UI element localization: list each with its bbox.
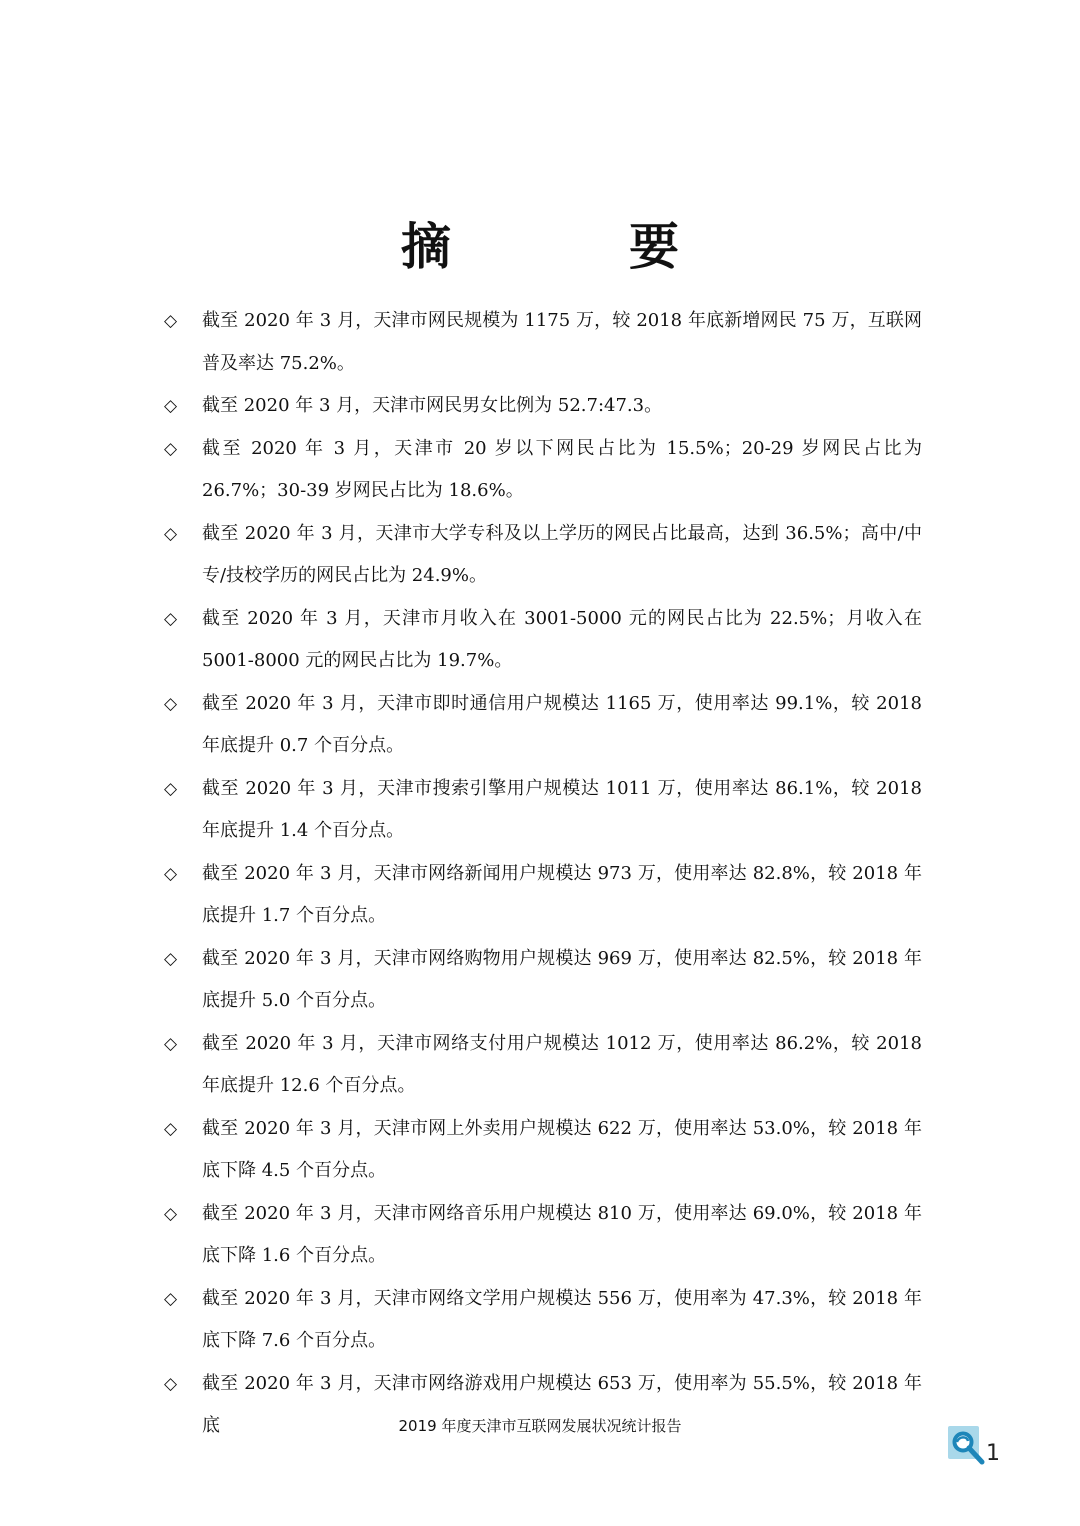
- summary-item: [162, 300, 922, 385]
- page-title: 摘 要: [401, 216, 743, 276]
- hollow-diamond-icon: ◇: [164, 778, 178, 799]
- magnifier-logo-icon: [947, 1425, 985, 1465]
- summary-item-text: 截至 2020 年 3 月，天津市网民规模为 1175 万，较 2018 年底新增网民 75 万，互联网普及率达 75.2%。: [202, 310, 922, 374]
- summary-item-text: 截至 2020 年 3 月，天津市 20 岁以下网民占比为 15.5%；20-29 岁网民占比为 26.7%；30-39 岁网民占比为 18.6%。: [202, 437, 922, 501]
- summary-item-text: 截至 2020 年 3 月，天津市搜索引擎用户规模达 1011 万，使用率达 86.1%，较 2018 年底提升 1.4 个百分点。: [202, 777, 922, 841]
- summary-item-text: 截至 2020 年 3 月，天津市网络购物用户规模达 969 万，使用率达 82.5%，较 2018 年底提升 5.0 个百分点。: [202, 947, 922, 1011]
- hollow-diamond-icon: ◇: [164, 1373, 178, 1394]
- summary-item: [162, 768, 922, 853]
- summary-item: [162, 598, 922, 683]
- summary-item-text: 截至 2020 年 3 月，天津市网民男女比例为 52.7:47.3。: [202, 395, 663, 416]
- summary-item: [162, 385, 922, 428]
- summary-item-text: 截至 2020 年 3 月，天津市月收入在 3001-5000 元的网民占比为 22.5%；月收入在 5001-8000 元的网民占比为 19.7%。: [202, 607, 922, 671]
- page-number: 1: [986, 1441, 1000, 1466]
- hollow-diamond-icon: ◇: [164, 693, 178, 714]
- summary-item-text: 截至 2020 年 3 月，天津市网络音乐用户规模达 810 万，使用率达 69.0%，较 2018 年底下降 1.6 个百分点。: [202, 1202, 922, 1266]
- summary-item: [162, 513, 922, 598]
- hollow-diamond-icon: ◇: [164, 1118, 178, 1139]
- hollow-diamond-icon: ◇: [164, 311, 178, 331]
- summary-item-text: 截至 2020 年 3 月，天津市网络游戏用户规模达 653 万，使用率为 55.5%，较 2018 年底: [202, 1372, 922, 1436]
- summary-item: [162, 853, 922, 938]
- summary-item: [162, 1108, 922, 1193]
- hollow-diamond-icon: ◇: [164, 1288, 178, 1309]
- hollow-diamond-icon: ◇: [164, 608, 178, 629]
- summary-item: [162, 1193, 922, 1278]
- footer-report-title: 2019 年度天津市互联网发展状况统计报告: [398, 1417, 682, 1435]
- hollow-diamond-icon: ◇: [164, 438, 178, 459]
- summary-item-text: 截至 2020 年 3 月，天津市网络支付用户规模达 1012 万，使用率达 86.2%，较 2018 年底提升 12.6 个百分点。: [202, 1032, 922, 1096]
- hollow-diamond-icon: ◇: [164, 1203, 178, 1224]
- summary-item: [162, 938, 922, 1023]
- summary-item-text: 截至 2020 年 3 月，天津市网上外卖用户规模达 622 万，使用率达 53.0%，较 2018 年底下降 4.5 个百分点。: [202, 1117, 922, 1181]
- summary-item: [162, 428, 922, 513]
- summary-list: [162, 300, 922, 1448]
- hollow-diamond-icon: ◇: [164, 863, 178, 884]
- hollow-diamond-icon: ◇: [164, 948, 178, 969]
- hollow-diamond-icon: ◇: [164, 523, 178, 544]
- summary-item: [162, 1278, 922, 1363]
- summary-item: [162, 1023, 922, 1108]
- hollow-diamond-icon: ◇: [164, 1033, 178, 1054]
- summary-item-text: 截至 2020 年 3 月，天津市网络新闻用户规模达 973 万，使用率达 82.8%，较 2018 年底提升 1.7 个百分点。: [202, 862, 922, 926]
- summary-item-text: 截至 2020 年 3 月，天津市网络文学用户规模达 556 万，使用率为 47.3%，较 2018 年底下降 7.6 个百分点。: [202, 1287, 922, 1351]
- hollow-diamond-icon: ◇: [164, 396, 178, 416]
- summary-item-text: 截至 2020 年 3 月，天津市大学专科及以上学历的网民占比最高，达到 36.5%；高中/中专/技校学历的网民占比为 24.9%。: [202, 522, 922, 586]
- summary-item-text: 截至 2020 年 3 月，天津市即时通信用户规模达 1165 万，使用率达 99.1%，较 2018 年底提升 0.7 个百分点。: [202, 692, 922, 756]
- summary-item: [162, 683, 922, 768]
